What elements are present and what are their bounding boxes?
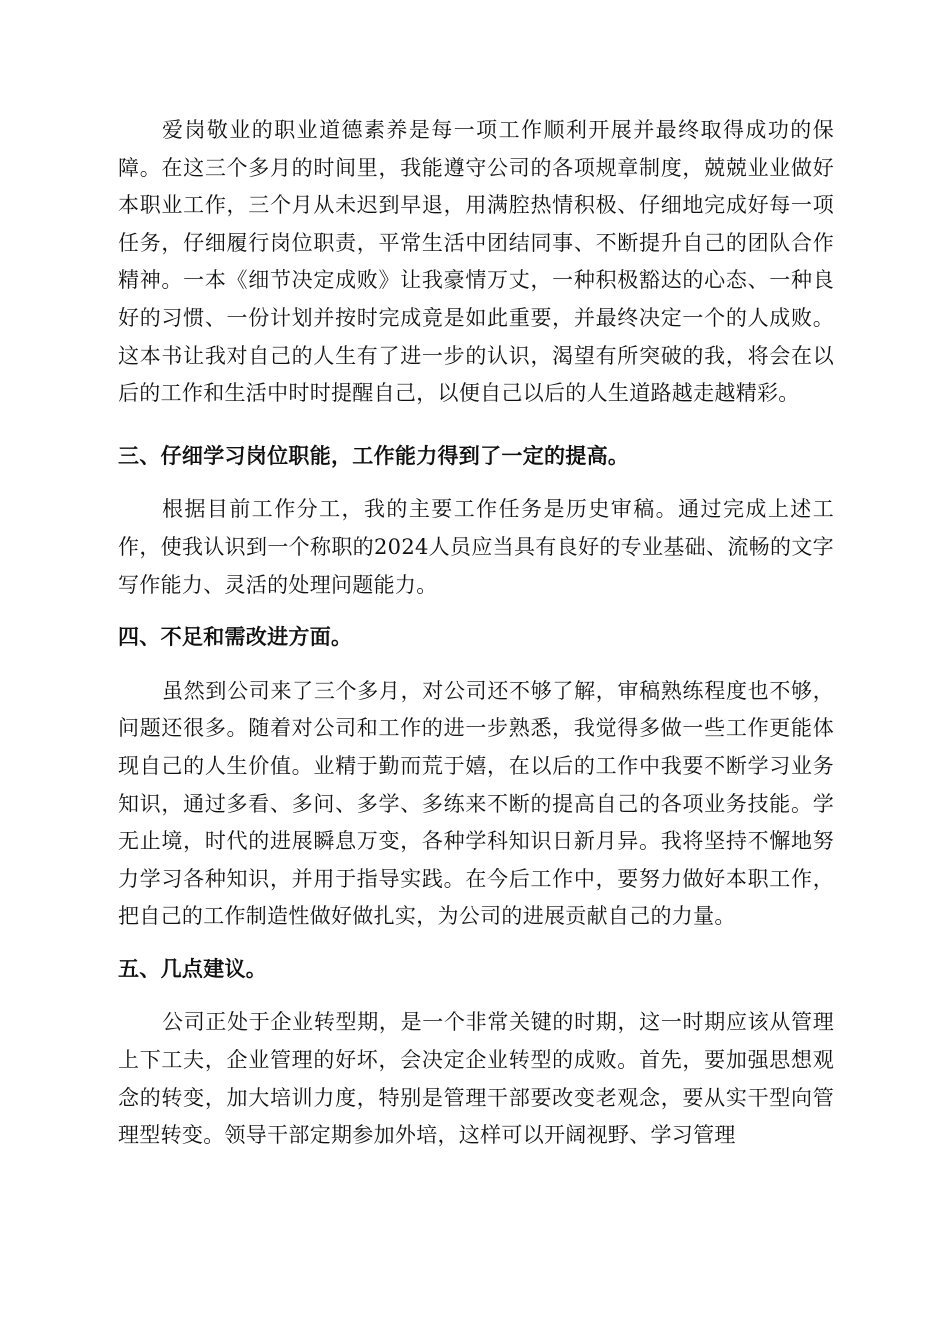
heading-section-5: 五、几点建议。 [118, 955, 268, 981]
document-page [118, 112, 834, 1155]
paragraph-suggestions: 公司正处于企业转型期，是一个非常关键的时期，这一时期应该从管理上下工夫，企业管理的好坏，会决定企业转型的成败。首先，要加强思想观念的转变，加大培训力度，特别是管理干部要改变老观念，要从实干型向管理型转变。领导干部定期参加外培，这样可以开阔视野、学习管理 [118, 1010, 834, 1148]
paragraph-shortcomings: 虽然到公司来了三个多月，对公司还不够了解，审稿熟练程度也不够，问题还很多。随着对公司和工作的进一步熟悉，我觉得多做一些工作更能体现自己的人生价值。业精于勤而荒于嬉，在以后的工作中我要不断学习业务知识，通过多看、多问、多学、多练来不断的提高自己的各项业务技能。学无止境，时代的进展瞬息万变，各种学科知识日新月异。我将坚持不懈地努力学习各种知识，并用于指导实践。在今后工作中，要努力做好本职工作，把自己的工作制造性做好做扎实，为公司的进展贡献自己的力量。 [118, 678, 834, 929]
paragraph-job-duties: 根据目前工作分工，我的主要工作任务是历史审稿。通过完成上述工作，使我认识到一个称职的2024人员应当具有良好的专业基础、流畅的文字写作能力、灵活的处理问题能力。 [118, 497, 834, 597]
heading-section-3: 三、仔细学习岗位职能，工作能力得到了一定的提高。 [118, 442, 630, 468]
heading-section-4: 四、不足和需改进方面。 [118, 624, 353, 650]
paragraph-work-ethic: 爱岗敬业的职业道德素养是每一项工作顺利开展并最终取得成功的保障。在这三个多月的时间里，我能遵守公司的各项规章制度，兢兢业业做好本职业工作，三个月从未迟到早退，用满腔热情积极、仔细地完成好每一项任务，仔细履行岗位职责，平常生活中团结同事、不断提升自己的团队合作精神。一本《细节决定成败》让我豪情万丈，一种积极豁达的心态、一种良好的习惯、一份计划并按时完成竟是如此重要，并最终决定一个的人成败。这本书让我对自己的人生有了进一步的认识，渴望有所突破的我，将会在以后的工作和生活中时时提醒自己，以便自己以后的人生道路越走越精彩。 [118, 118, 834, 406]
